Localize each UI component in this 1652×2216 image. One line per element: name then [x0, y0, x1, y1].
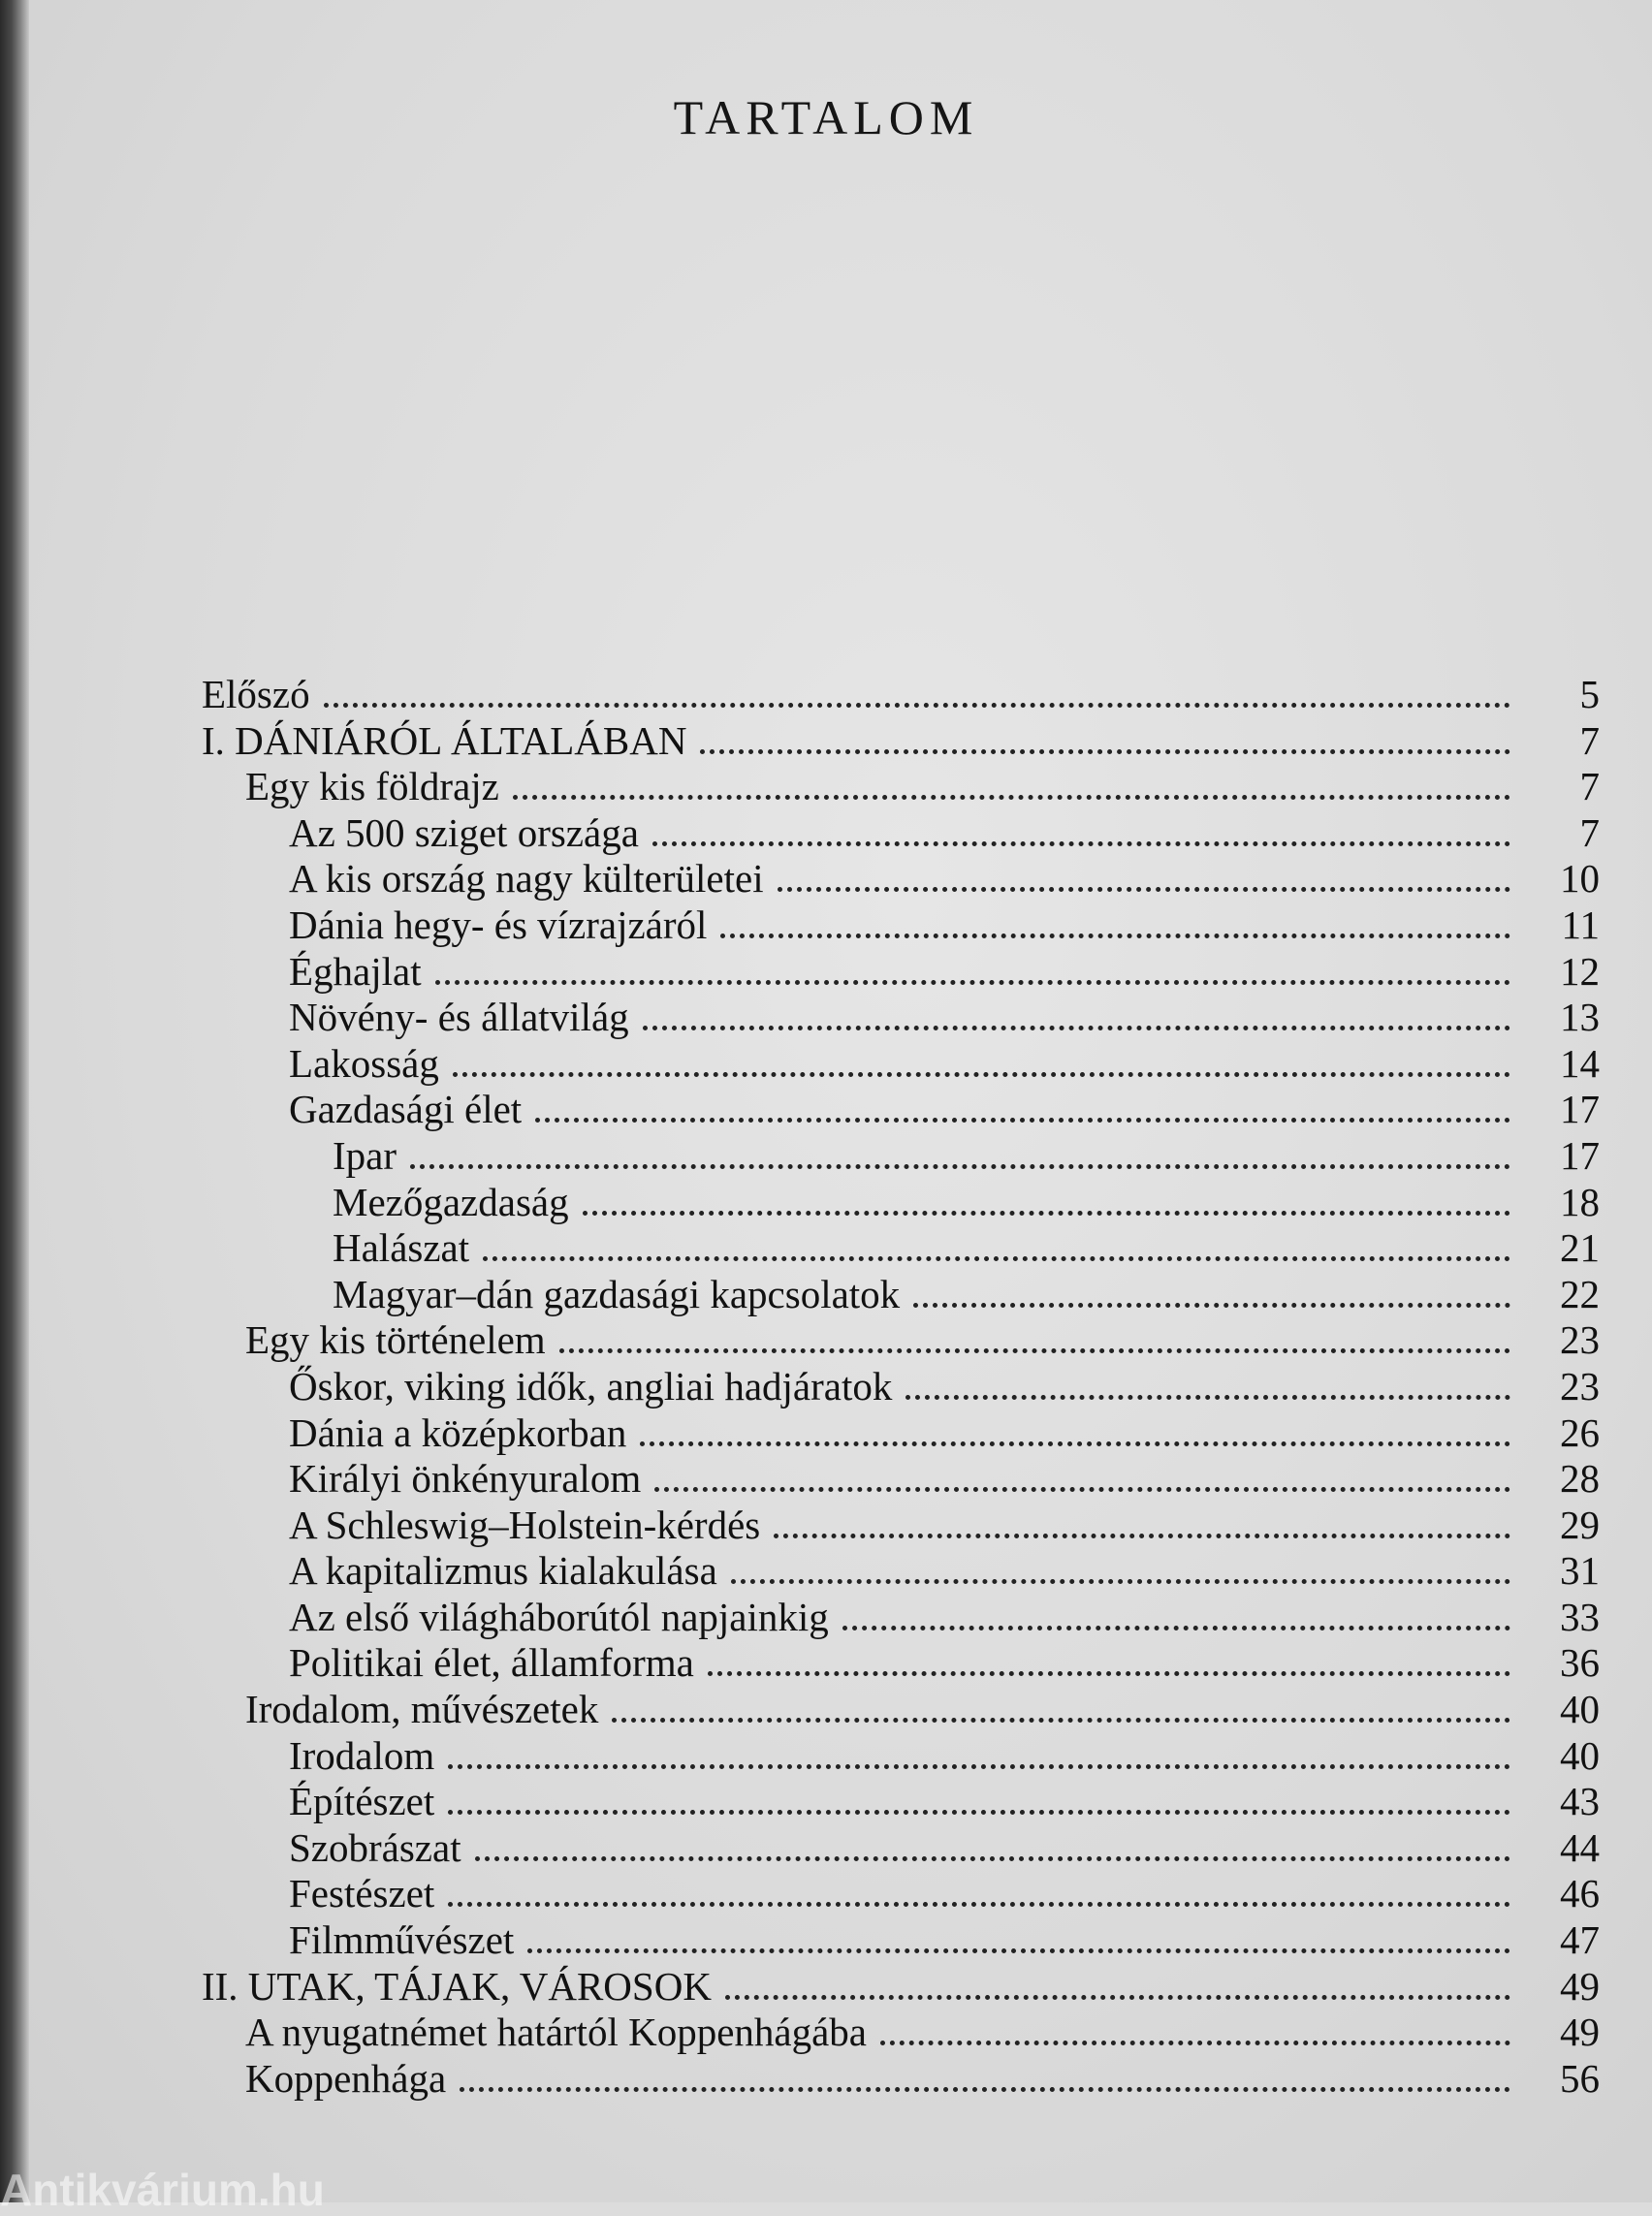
toc-entry-subsection	[202, 1733, 1600, 1780]
toc-entry-subsection	[202, 902, 1600, 949]
toc-page-number: 11	[1561, 902, 1600, 947]
toc-page-number: 13	[1560, 995, 1600, 1040]
toc-entry-subsection	[202, 995, 1600, 1041]
table-of-contents	[202, 672, 1600, 2102]
toc-entry-subsection	[202, 856, 1600, 902]
toc-entry-subsection	[202, 1041, 1600, 1088]
toc-entry-subsection	[202, 1871, 1600, 1917]
dot-leader	[652, 812, 1510, 846]
dot-leader	[475, 1827, 1510, 1861]
toc-entry-section	[202, 1687, 1600, 1733]
toc-label: Festészet	[289, 1871, 435, 1916]
toc-entry-chapter-1	[202, 718, 1600, 765]
toc-entry-subsubsection	[202, 1133, 1600, 1180]
toc-label: Királyi önkényuralom	[289, 1456, 642, 1502]
toc-label: A kapitalizmus kialakulása	[289, 1548, 717, 1594]
toc-label: Ipar	[333, 1132, 397, 1178]
toc-label: Őskor, viking idők, angliai hadjáratok	[289, 1363, 893, 1409]
toc-page-number: 21	[1560, 1225, 1600, 1271]
toc-label: Az 500 sziget országa	[289, 809, 639, 855]
dot-leader	[654, 1458, 1510, 1492]
dot-leader	[640, 1412, 1510, 1446]
toc-label: Irodalom, művészetek	[245, 1687, 599, 1732]
toc-page-number: 40	[1560, 1732, 1600, 1778]
toc-entry-subsection	[202, 1640, 1600, 1687]
toc-label: Egy kis földrajz	[245, 764, 499, 809]
toc-page-number: 44	[1560, 1824, 1600, 1870]
toc-page-number: 7	[1579, 717, 1600, 763]
dot-leader	[453, 1043, 1510, 1077]
toc-label: Növény- és állatvilág	[289, 995, 629, 1040]
toc-entry-subsubsection	[202, 1272, 1600, 1318]
dot-leader	[435, 951, 1510, 985]
toc-label: Irodalom	[289, 1732, 435, 1778]
toc-label: Építészet	[289, 1779, 435, 1824]
toc-page-number: 10	[1560, 856, 1600, 902]
toc-label: I. DÁNIÁRÓL ÁLTALÁBAN	[202, 717, 687, 763]
toc-label: Szobrászat	[289, 1824, 461, 1870]
toc-entry-subsection	[202, 1917, 1600, 1964]
toc-entry-subsection	[202, 1087, 1600, 1133]
toc-page-number: 17	[1560, 1132, 1600, 1178]
toc-label: Éghajlat	[289, 948, 422, 994]
toc-page-number: 23	[1560, 1363, 1600, 1409]
dot-leader	[513, 766, 1510, 800]
toc-entry-section	[202, 1317, 1600, 1364]
toc-page-number: 17	[1560, 1087, 1600, 1132]
toc-label: Magyar–dán gazdasági kapcsolatok	[333, 1271, 901, 1316]
dot-leader	[460, 2058, 1510, 2092]
toc-label: A kis ország nagy külterületei	[289, 856, 764, 902]
dot-leader	[324, 674, 1510, 708]
dot-leader	[448, 1873, 1510, 1907]
toc-label: Dánia hegy- és vízrajzáról	[289, 902, 708, 947]
dot-leader	[612, 1689, 1510, 1723]
toc-page-number: 7	[1579, 764, 1600, 809]
toc-page-number: 12	[1560, 948, 1600, 994]
toc-page-number: 18	[1560, 1179, 1600, 1224]
dot-leader	[410, 1135, 1510, 1169]
toc-page-number: 7	[1579, 809, 1600, 855]
toc-entry-section	[202, 764, 1600, 810]
dot-leader	[880, 2011, 1510, 2045]
toc-entry-subsection	[202, 1825, 1600, 1872]
toc-page-number: 49	[1560, 1963, 1600, 2009]
dot-leader	[913, 1274, 1510, 1308]
toc-label: Politikai élet, államforma	[289, 1640, 694, 1686]
toc-entry-eloszo	[202, 672, 1600, 718]
dot-leader	[731, 1550, 1510, 1584]
toc-entry-subsection	[202, 1410, 1600, 1457]
toc-page-number: 28	[1560, 1456, 1600, 1502]
toc-label: Koppenhága	[245, 2055, 447, 2101]
toc-entry-subsection	[202, 1364, 1600, 1410]
toc-entry-section	[202, 2056, 1600, 2103]
toc-page-number: 22	[1560, 1271, 1600, 1316]
dot-leader	[559, 1319, 1510, 1353]
toc-label: Dánia a középkorban	[289, 1409, 627, 1455]
toc-page-number: 47	[1560, 1917, 1600, 1963]
dot-leader	[778, 858, 1510, 892]
dot-leader	[448, 1781, 1510, 1815]
dot-leader	[643, 997, 1510, 1030]
dot-leader	[583, 1182, 1510, 1216]
dot-leader	[448, 1735, 1510, 1769]
toc-entry-subsection	[202, 1456, 1600, 1503]
dot-leader	[700, 720, 1510, 754]
dot-leader	[527, 1919, 1510, 1953]
toc-label: Filmművészet	[289, 1917, 515, 1963]
toc-label: A Schleswig–Holstein-kérdés	[289, 1502, 761, 1547]
watermark: Antikvárium.hu	[0, 2165, 325, 2215]
toc-page-number: 36	[1560, 1640, 1600, 1686]
toc-label: Halászat	[333, 1225, 470, 1271]
dot-leader	[725, 1966, 1510, 2000]
toc-page-number: 5	[1579, 672, 1600, 716]
toc-page-number: 23	[1560, 1317, 1600, 1363]
toc-page-number: 29	[1560, 1502, 1600, 1547]
toc-page-number: 31	[1560, 1548, 1600, 1594]
dot-leader	[708, 1642, 1510, 1676]
toc-page-number: 49	[1560, 2010, 1600, 2055]
toc-label: Előszó	[202, 672, 310, 716]
dot-leader	[774, 1504, 1510, 1538]
dot-leader	[905, 1366, 1510, 1400]
toc-page-number: 33	[1560, 1594, 1600, 1639]
toc-entry-subsubsection	[202, 1180, 1600, 1226]
toc-label: Egy kis történelem	[245, 1317, 546, 1363]
page-title: TARTALOM	[673, 90, 979, 144]
dot-leader	[720, 904, 1510, 938]
toc-page-number: 26	[1560, 1409, 1600, 1455]
toc-entry-subsection	[202, 810, 1600, 857]
toc-entry-chapter-2	[202, 1964, 1600, 2010]
toc-label: II. UTAK, TÁJAK, VÁROSOK	[202, 1963, 712, 2009]
toc-page-number: 46	[1560, 1871, 1600, 1916]
toc-page-number: 43	[1560, 1779, 1600, 1824]
toc-entry-subsection	[202, 949, 1600, 996]
toc-entry-subsubsection	[202, 1225, 1600, 1272]
book-spine	[0, 0, 29, 2202]
dot-leader	[842, 1597, 1510, 1630]
toc-entry-subsection	[202, 1595, 1600, 1641]
dot-leader	[483, 1227, 1510, 1261]
toc-entry-subsection	[202, 1503, 1600, 1549]
toc-label: Mezőgazdaság	[333, 1179, 569, 1224]
dot-leader	[535, 1089, 1510, 1123]
toc-label: Lakosság	[289, 1040, 439, 1086]
toc-page-number: 14	[1560, 1040, 1600, 1086]
toc-entry-subsection	[202, 1779, 1600, 1825]
toc-page-number: 56	[1560, 2055, 1600, 2101]
toc-page-number: 40	[1560, 1687, 1600, 1732]
toc-entry-section	[202, 2010, 1600, 2056]
toc-entry-subsection	[202, 1548, 1600, 1595]
toc-label: A nyugatnémet határtól Koppenhágába	[245, 2010, 867, 2055]
toc-label: Gazdasági élet	[289, 1087, 523, 1132]
toc-label: Az első világháborútól napjainkig	[289, 1594, 829, 1639]
